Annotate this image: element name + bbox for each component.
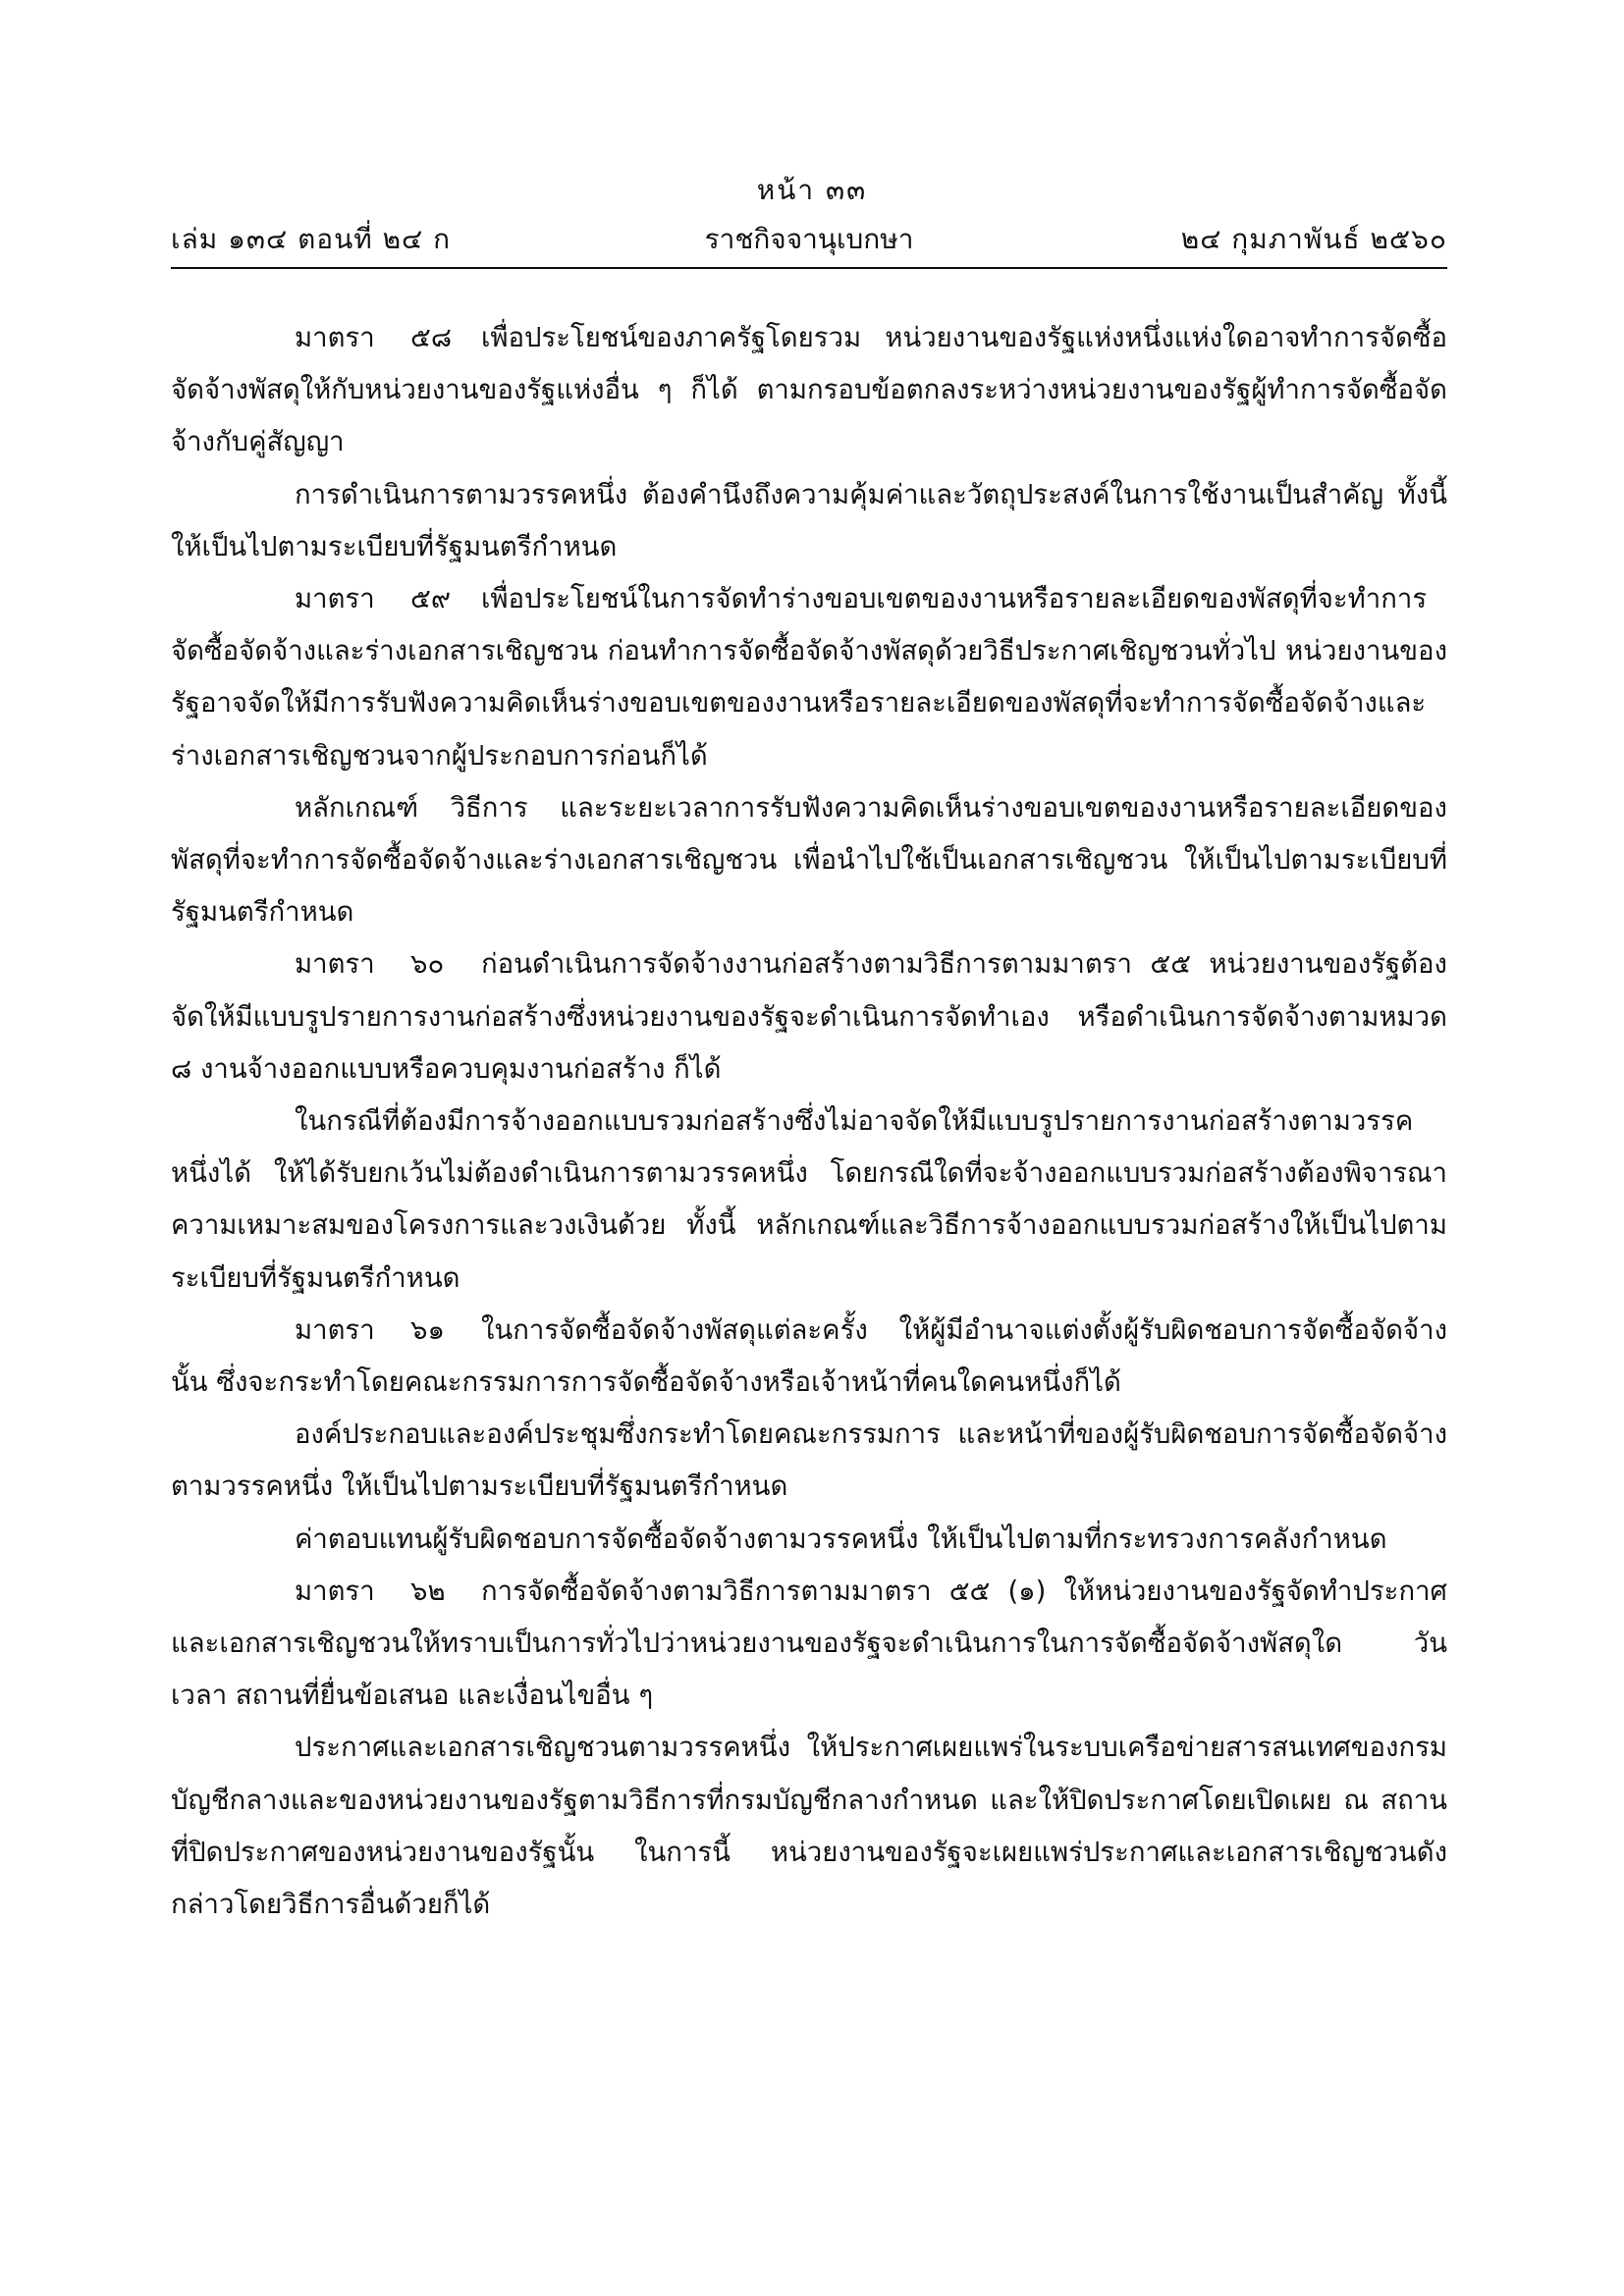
paragraph-text: การจัดซื้อจัดจ้างตามวิธีการตามมาตรา ๕๕ (๑) ให้หน่วยงานของรัฐจัดทำประกาศและเอกสารเชิญชวนให้ทราบเป็นการทั่วไปว่าหน่วยงานของรัฐจะดำเนินการในการจัดซื้อจัดจ้างพัสดุใด วัน เวลา สถานที่ยื่นข้อเสนอ และเงื่อนไขอื่น ๆ (171, 1575, 1447, 1712)
section-number: ๖๑ (410, 1313, 445, 1346)
section-label: มาตรา (295, 1313, 375, 1346)
section-number: ๖๒ (410, 1575, 446, 1607)
page-number: หน้า ๓๓ (756, 174, 868, 206)
paragraph (171, 782, 1447, 939)
paragraph-text: หลักเกณฑ์ วิธีการ และระยะเวลาการรับฟังความคิดเห็นร่างขอบเขตของงานหรือรายละเอียดของพัสดุที่จะทำการจัดซื้อจัดจ้างและร่างเอกสารเชิญชวน เพื่อนำไปใช้เป็นเอกสารเชิญชวน ให้เป็นไปตามระเบียบที่รัฐมนตรีกำหนด (171, 791, 1447, 929)
paragraph (171, 938, 1447, 1095)
paragraph (171, 1566, 1447, 1723)
publication-name: ราชกิจจานุเบกษา (704, 223, 914, 255)
header-divider (171, 267, 1447, 269)
paragraph (171, 1409, 1447, 1513)
paragraph (171, 1305, 1447, 1409)
section-label: มาตรา (295, 583, 375, 615)
section-number: ๕๘ (410, 322, 453, 353)
section-number: ๖๐ (410, 948, 445, 981)
document-body (171, 312, 1447, 1931)
paragraph-text: ประกาศและเอกสารเชิญชวนตามวรรคหนึ่ง ให้ประกาศเผยแพร่ในระบบเครือข่ายสารสนเทศของกรมบัญชีกลางและของหน่วยงานของรัฐตามวิธีการที่กรมบัญชีกลางกำหนด และให้ปิดประกาศโดยเปิดเผย ณ สถานที่ปิดประกาศของหน่วยงานของรัฐนั้น ในการนี้ หน่วยงานของรัฐจะเผยแพร่ประกาศและเอกสารเชิญชวนดังกล่าวโดยวิธีการอื่นด้วยก็ได้ (171, 1732, 1447, 1921)
publication-date: ๒๔ กุมภาพันธ์ ๒๕๖๐ (1180, 223, 1447, 255)
paragraph-text: ในกรณีที่ต้องมีการจ้างออกแบบรวมก่อสร้างซึ่งไม่อาจจัดให้มีแบบรูปรายการงานก่อสร้างตามวรรคหนึ่งได้ ให้ได้รับยกเว้นไม่ต้องดำเนินการตามวรรคหนึ่ง โดยกรณีใดที่จะจ้างออกแบบรวมก่อสร้างต้องพิจารณาความเหมาะสมของโครงการและวงเงินด้วย ทั้งนี้ หลักเกณฑ์และวิธีการจ้างออกแบบรวมก่อสร้างให้เป็นไปตามระเบียบที่รัฐมนตรีกำหนด (171, 1105, 1447, 1294)
paragraph-text: การดำเนินการตามวรรคหนึ่ง ต้องคำนึงถึงความคุ้มค่าและวัตถุประสงค์ในการใช้งานเป็นสำคัญ ทั้งนี้ ให้เป็นไปตามระเบียบที่รัฐมนตรีกำหนด (171, 478, 1447, 562)
paragraph (171, 312, 1447, 469)
paragraph (171, 469, 1447, 573)
section-number: ๕๙ (410, 583, 451, 615)
paragraph (171, 573, 1447, 782)
paragraph (171, 1722, 1447, 1931)
paragraph-text: ก่อนดำเนินการจัดจ้างงานก่อสร้างตามวิธีการตามมาตรา ๕๕ หน่วยงานของรัฐต้องจัดให้มีแบบรูปรายการงานก่อสร้างซึ่งหน่วยงานของรัฐจะดำเนินการจัดทำเอง หรือดำเนินการจัดจ้างตามหมวด ๘ งานจ้างออกแบบหรือควบคุมงานก่อสร้าง ก็ได้ (171, 948, 1447, 1085)
paragraph (171, 1095, 1447, 1305)
paragraph-text: ในการจัดซื้อจัดจ้างพัสดุแต่ละครั้ง ให้ผู้มีอำนาจแต่งตั้งผู้รับผิดชอบการจัดซื้อจัดจ้างนั้น ซึ่งจะกระทำโดยคณะกรรมการการจัดซื้อจัดจ้างหรือเจ้าหน้าที่คนใดคนหนึ่งก็ได้ (171, 1313, 1447, 1399)
paragraph-text: ค่าตอบแทนผู้รับผิดชอบการจัดซื้อจัดจ้างตามวรรคหนึ่ง ให้เป็นไปตามที่กระทรวงการคลังกำหนด (295, 1522, 1387, 1555)
page-header (171, 218, 1447, 257)
volume-info: เล่ม ๑๓๔ ตอนที่ ๒๔ ก (171, 223, 452, 255)
paragraph (171, 1514, 1447, 1566)
section-label: มาตรา (295, 948, 375, 981)
section-label: มาตรา (295, 322, 375, 353)
section-label: มาตรา (295, 1575, 375, 1607)
paragraph-text: เพื่อประโยชน์ในการจัดทำร่างขอบเขตของงานหรือรายละเอียดของพัสดุที่จะทำการจัดซื้อจัดจ้างและร่างเอกสารเชิญชวน ก่อนทำการจัดซื้อจัดจ้างพัสดุด้วยวิธีประกาศเชิญชวนทั่วไป หน่วยงานของรัฐอาจจัดให้มีการรับฟังความคิดเห็นร่างขอบเขตของงานหรือรายละเอียดของพัสดุที่จะทำการจัดซื้อจัดจ้างและร่างเอกสารเชิญชวนจากผู้ประกอบการก่อนก็ได้ (171, 583, 1447, 772)
paragraph-text: องค์ประกอบและองค์ประชุมซึ่งกระทำโดยคณะกรรมการ และหน้าที่ของผู้รับผิดชอบการจัดซื้อจัดจ้างตามวรรคหนึ่ง ให้เป็นไปตามระเบียบที่รัฐมนตรีกำหนด (171, 1418, 1447, 1503)
paragraph-text: เพื่อประโยชน์ของภาครัฐโดยรวม หน่วยงานของรัฐแห่งหนึ่งแห่งใดอาจทำการจัดซื้อจัดจ้างพัสดุให้กับหน่วยงานของรัฐแห่งอื่น ๆ ก็ได้ ตามกรอบข้อตกลงระหว่างหน่วยงานของรัฐผู้ทำการจัดซื้อจัดจ้างกับคู่สัญญา (171, 322, 1447, 458)
